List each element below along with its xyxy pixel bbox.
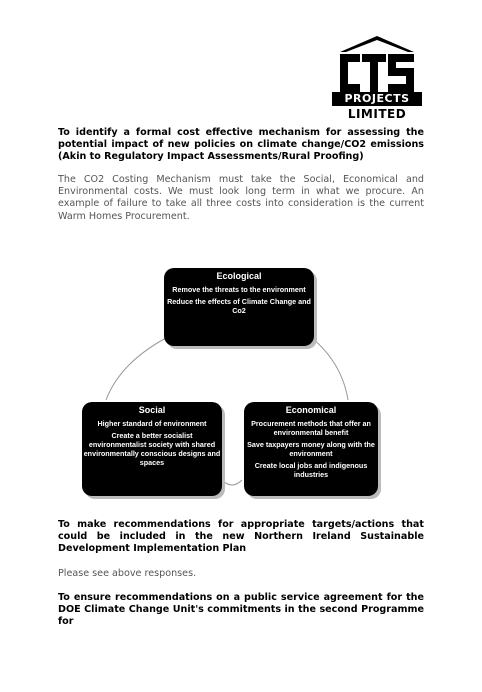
social-title: Social [138, 405, 166, 415]
section-body-1: The CO2 Costing Mechanism must take the Social, Economical and Environmental costs. We must look long term in what we procure. An example of failure to take all three costs into consideration is the current Warm Homes Procurement. [58, 174, 424, 222]
logo-text-projects: PROJECTS [332, 92, 422, 106]
ecological-title: Ecological [216, 271, 262, 281]
logo-text-limited: LIMITED [347, 107, 407, 121]
section-body-2: Please see above responses. [58, 568, 197, 579]
section-heading-2: To make recommendations for appropriate targets/actions that could be included in the new Northern Ireland Sustainable Development Implementation Plan [58, 519, 424, 555]
economical-line-1: Procurement methods that offer an environmental benefit [251, 419, 371, 437]
ecological-line-2: Reduce the effects of Climate Change and Co2 [167, 297, 311, 315]
economical-line-2: Save taxpayers money along with the environment [247, 440, 375, 458]
ecological-box [164, 268, 314, 346]
section-heading-3: To ensure recommendations on a public service agreement for the DOE Climate Change Unit's commitments in the second Programme for [58, 592, 424, 628]
economical-box [244, 402, 378, 496]
economical-title: Economical [285, 405, 337, 415]
sustainability-diagram [80, 268, 400, 498]
social-line-1: Higher standard of environment [97, 419, 207, 428]
ecological-line-1: Remove the threats to the environment [172, 285, 306, 294]
social-line-2: Create a better socialist environmentalist society with shared environmentally conscious designs and spaces [83, 431, 221, 467]
economical-line-3: Create local jobs and indigenous industries [254, 461, 368, 479]
section-heading-1: To identify a formal cost effective mechanism for assessing the potential impact of new policies on climate change/CO2 emissions (Akin to Regulatory Impact Assessments/Rural Proofing) [58, 127, 424, 163]
cts-logo-mark [334, 34, 420, 92]
social-box [82, 402, 222, 496]
